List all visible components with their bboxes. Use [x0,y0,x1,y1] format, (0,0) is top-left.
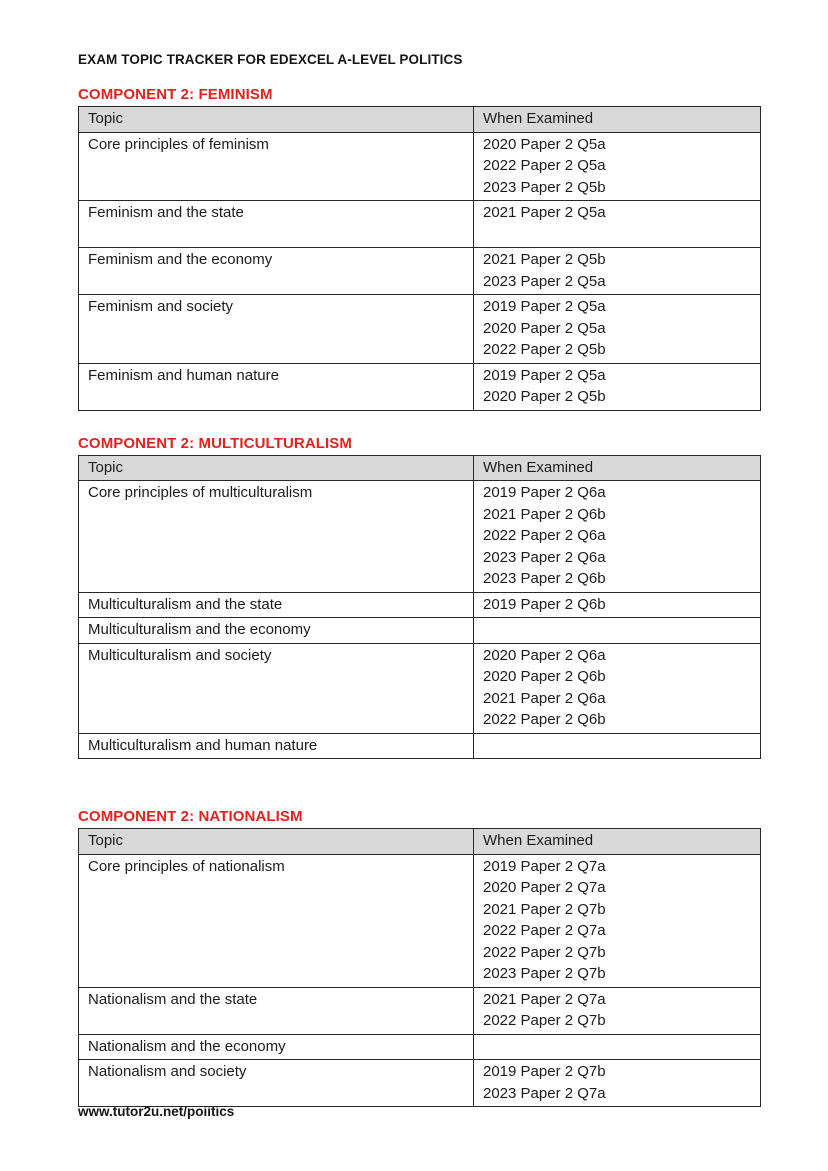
when-examined-cell [474,201,761,248]
exam-entry: 2020 Paper 2 Q5b [483,388,606,405]
exam-entry: 2019 Paper 2 Q5a [483,298,606,315]
exam-entry: 2020 Paper 2 Q5a [483,135,606,153]
exam-entry: 2020 Paper 2 Q5a [483,319,606,337]
topic-cell: Core principles of feminism [79,132,474,201]
component-section-component-2-feminism [78,86,760,411]
exam-entry: 2021 Paper 2 Q6b [483,505,606,523]
table-row [79,643,761,733]
exam-entry [483,224,752,246]
table-row [79,1060,761,1107]
exam-entry: 2022 Paper 2 Q7b [483,943,606,961]
when-examined-cell [474,618,761,644]
table-row [79,295,761,364]
exam-entry: 2023 Paper 2 Q7b [483,965,606,982]
table-header-row [79,829,761,855]
table-row [79,132,761,201]
exam-entry: 2023 Paper 2 Q6b [483,570,606,587]
exam-entry: 2019 Paper 2 Q7b [483,1063,606,1080]
table-row [79,854,761,987]
exam-entry: 2019 Paper 2 Q5a [483,366,606,384]
exam-entry: 2022 Paper 2 Q7b [483,1012,606,1029]
exam-entry: 2022 Paper 2 Q6b [483,711,606,728]
exam-entry: 2021 Paper 2 Q7a [483,990,606,1008]
exam-entry: 2020 Paper 2 Q6b [483,668,606,685]
component-section-component-2-nationalism [78,808,760,1107]
table-row [79,363,761,410]
when-examined-cell [474,1060,761,1107]
topic-cell: Core principles of nationalism [79,854,474,987]
section-heading: COMPONENT 2: FEMINISM [78,86,273,103]
table-row [79,248,761,295]
when-examined-cell [474,363,761,410]
exam-entry: 2019 Paper 2 Q7a [483,857,606,875]
table-header-row [79,107,761,133]
exam-entry: 2022 Paper 2 Q6a [483,527,606,544]
when-examined-cell [474,643,761,733]
topic-cell: Multiculturalism and human nature [79,733,474,759]
when-examined-cell [474,987,761,1034]
exam-entry: 2021 Paper 2 Q5b [483,251,606,268]
topic-cell: Feminism and the state [79,201,474,248]
topic-cell: Feminism and human nature [79,363,474,410]
section-heading: COMPONENT 2: NATIONALISM [78,808,303,825]
exam-entry: 2021 Paper 2 Q7b [483,900,606,918]
when-examined-cell [474,592,761,618]
component-section-component-2-multiculturalism [78,435,760,760]
exam-entry: 2023 Paper 2 Q5b [483,178,606,196]
column-header-when-examined: When Examined [474,455,761,481]
topic-cell: Core principles of multiculturalism [79,481,474,593]
exam-entry: 2019 Paper 2 Q6b [483,595,606,613]
table-row [79,618,761,644]
exam-entry: 2022 Paper 2 Q5a [483,157,606,174]
exam-entry: 2022 Paper 2 Q7a [483,922,606,939]
exam-entry: 2022 Paper 2 Q5b [483,341,606,358]
topic-cell: Feminism and the economy [79,248,474,295]
table-header-row [79,455,761,481]
topic-cell: Nationalism and society [79,1060,474,1107]
column-header-topic: Topic [79,455,474,481]
table-row [79,201,761,248]
when-examined-cell [474,1034,761,1060]
when-examined-cell [474,132,761,201]
topic-cell: Multiculturalism and society [79,643,474,733]
column-header-when-examined: When Examined [474,829,761,855]
topic-table [78,455,761,760]
table-row [79,481,761,593]
table-row [79,592,761,618]
topic-cell: Feminism and society [79,295,474,364]
topic-cell: Nationalism and the state [79,987,474,1034]
when-examined-cell [474,854,761,987]
exam-entry: 2021 Paper 2 Q6a [483,689,606,707]
when-examined-cell [474,733,761,759]
exam-entry: 2020 Paper 2 Q7a [483,879,606,896]
when-examined-cell [474,248,761,295]
topic-cell: Nationalism and the economy [79,1034,474,1060]
exam-entry: 2021 Paper 2 Q5a [483,204,606,221]
table-row [79,987,761,1034]
document-title: EXAM TOPIC TRACKER FOR EDEXCEL A-LEVEL POLITICS [78,52,463,67]
footer-url: www.tutor2u.net/poiitics [78,1104,235,1119]
topic-table [78,106,761,411]
exam-entry: 2019 Paper 2 Q6a [483,484,606,501]
exam-entry: 2023 Paper 2 Q7a [483,1084,606,1102]
exam-entry: 2023 Paper 2 Q6a [483,548,606,566]
column-header-topic: Topic [79,107,474,133]
topic-cell: Multiculturalism and the economy [79,618,474,644]
exam-entry: 2020 Paper 2 Q6a [483,646,606,664]
exam-entry: 2023 Paper 2 Q5a [483,272,606,290]
column-header-topic: Topic [79,829,474,855]
section-heading: COMPONENT 2: MULTICULTURALISM [78,434,352,452]
when-examined-cell [474,481,761,593]
topic-cell: Multiculturalism and the state [79,592,474,618]
table-row [79,1034,761,1060]
sections-container [78,86,760,1107]
when-examined-cell [474,295,761,364]
table-row [79,733,761,759]
column-header-when-examined: When Examined [474,107,761,133]
topic-table [78,828,761,1107]
